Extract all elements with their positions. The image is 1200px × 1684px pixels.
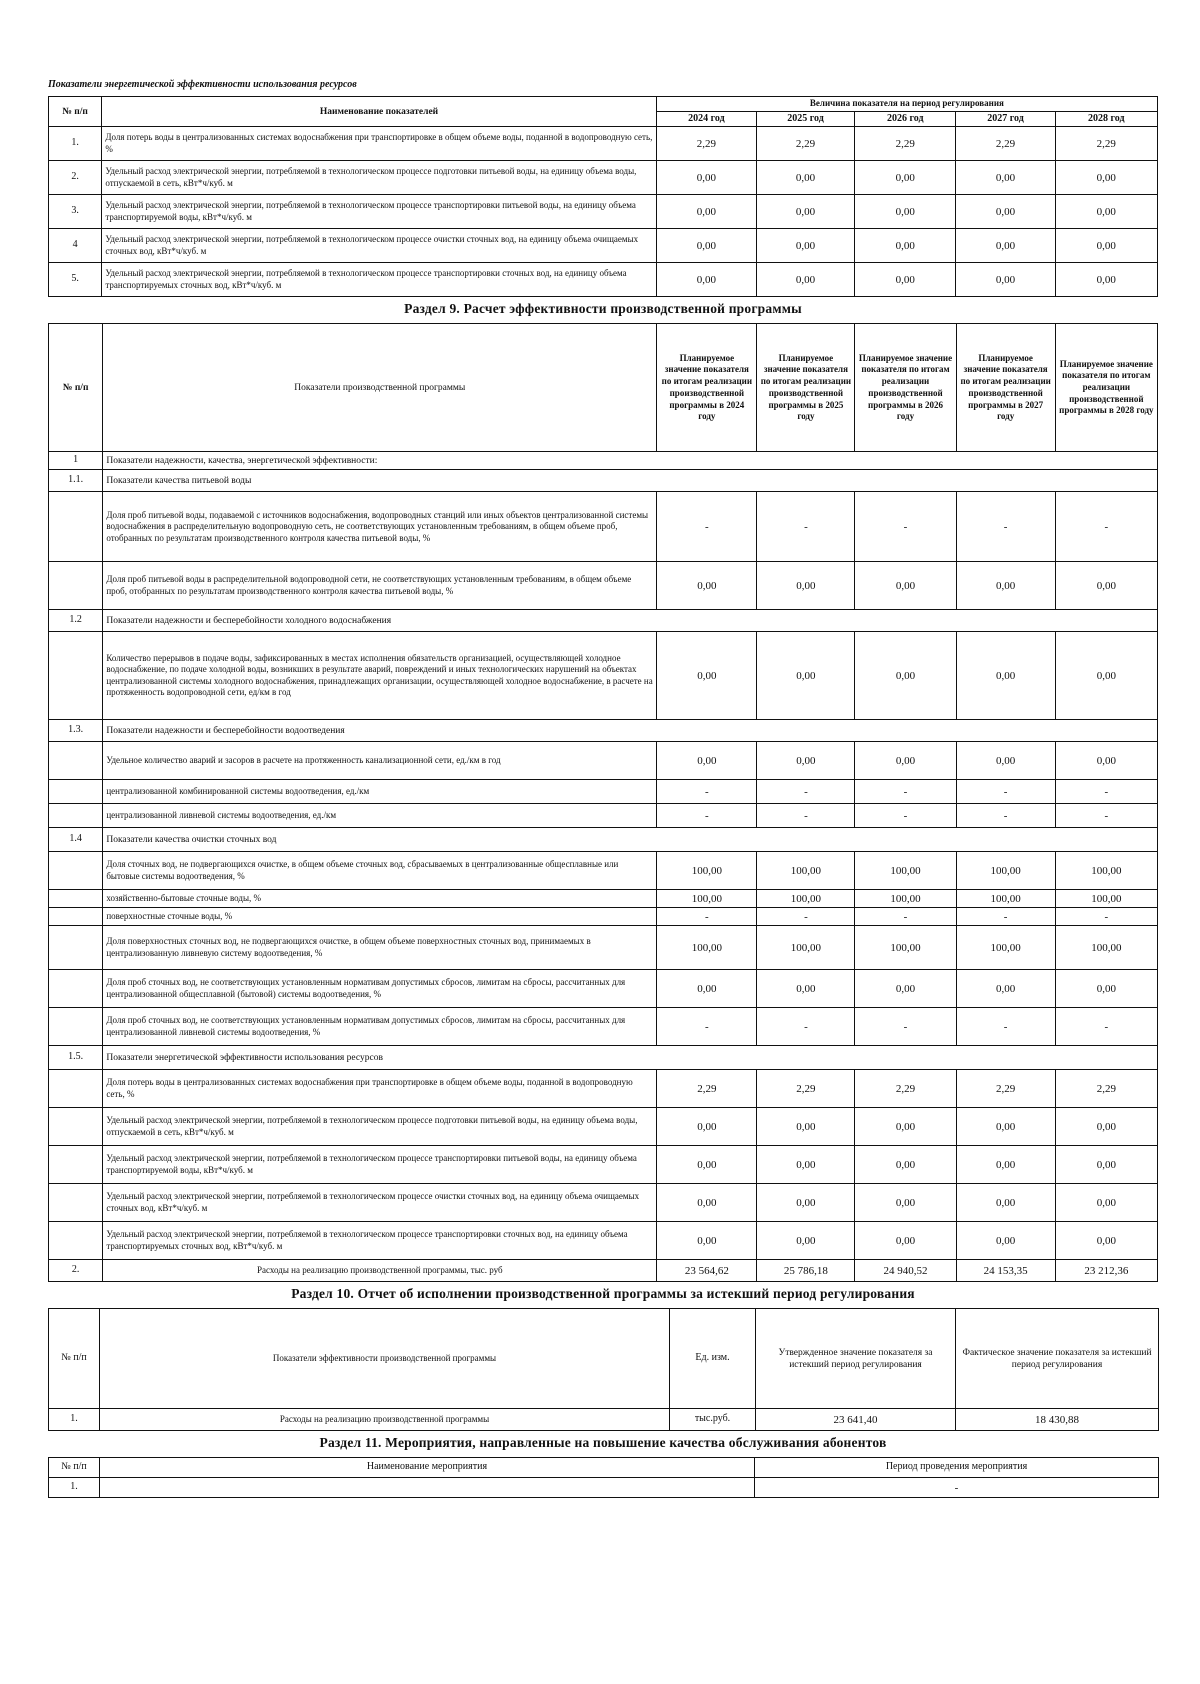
row-value: 0,00	[1055, 263, 1157, 297]
group-index: 1.3.	[49, 720, 103, 742]
table-row	[49, 127, 1158, 161]
table-row	[49, 1008, 1158, 1046]
row-name: хозяйственно-бытовые сточные воды, %	[103, 890, 657, 908]
row-value: 25 786,18	[757, 1260, 855, 1282]
row-value: 0,00	[855, 742, 956, 780]
row-value: 0,00	[956, 263, 1055, 297]
group-label: Показатели качества питьевой воды	[103, 470, 1158, 492]
row-value: 23 212,36	[1055, 1260, 1157, 1282]
row-value: 0,00	[956, 632, 1055, 720]
col-header-approved: Утвержденное значение показателя за истекший период регулирования	[756, 1309, 956, 1409]
row-index	[49, 1070, 103, 1108]
table-row	[49, 492, 1158, 562]
row-index: 1.	[49, 1409, 100, 1431]
group-row	[49, 452, 1158, 470]
row-value: -	[757, 492, 855, 562]
row-value: 0,00	[956, 229, 1055, 263]
table-row	[49, 263, 1158, 297]
row-value: -	[1055, 780, 1157, 804]
row-index	[49, 1108, 103, 1146]
group-label: Показатели надежности, качества, энергетической эффективности:	[103, 452, 1158, 470]
row-index	[49, 492, 103, 562]
section11-table	[48, 1457, 1159, 1498]
row-name: Удельный расход электрической энергии, потребляемой в технологическом процессе подготовки питьевой воды, на единицу объема воды, отпускаемой в сеть, кВт*ч/куб. м	[103, 1108, 657, 1146]
row-value: 0,00	[757, 1184, 855, 1222]
row-value: -	[757, 804, 855, 828]
row-value: 0,00	[956, 742, 1055, 780]
row-value: 0,00	[657, 562, 757, 610]
table-row	[49, 970, 1158, 1008]
row-name: Доля потерь воды в централизованных системах водоснабжения при транспортировке в общем объеме воды, поданной в водопроводную сеть, %	[103, 1070, 657, 1108]
row-name: Расходы на реализацию производственной программы	[100, 1409, 670, 1431]
row-value: 0,00	[855, 970, 956, 1008]
row-value: -	[657, 492, 757, 562]
table-row	[49, 1146, 1158, 1184]
row-value: 0,00	[855, 1222, 956, 1260]
table-row	[49, 852, 1158, 890]
row-value: 2,29	[1055, 127, 1157, 161]
energy-rows	[49, 127, 1158, 297]
section11-title: Раздел 11. Мероприятия, направленные на повышение качества обслуживания абонентов	[319, 1435, 887, 1451]
group-label: Показатели надежности и бесперебойности холодного водоснабжения	[103, 610, 1158, 632]
col-header-name: Наименование показателей	[102, 97, 656, 127]
row-index	[49, 970, 103, 1008]
group-index: 1.5.	[49, 1046, 103, 1070]
col-header-plan-2026: Планируемое значение показателя по итогам реализации производственной программы в 2026 году	[855, 324, 956, 452]
row-value: 0,00	[956, 1184, 1055, 1222]
row-index: 2.	[49, 161, 102, 195]
row-value: -	[757, 1008, 855, 1046]
table-row	[49, 632, 1158, 720]
row-name: Удельный расход электрической энергии, потребляемой в технологическом процессе очистки сточных вод, на единицу объема очищаемых сточных вод, кВт*ч/куб. м	[103, 1184, 657, 1222]
row-value: -	[956, 804, 1055, 828]
row-value: 0,00	[1055, 195, 1157, 229]
section9-table	[48, 323, 1158, 1282]
row-unit: тыс.руб.	[670, 1409, 756, 1431]
row-value: 24 940,52	[855, 1260, 956, 1282]
row-value: -	[757, 908, 855, 926]
row-name: Удельный расход электрической энергии, потребляемой в технологическом процессе транспортировки сточных вод, на единицу объема транспортируемых сточных вод, кВт*ч/куб. м	[103, 1222, 657, 1260]
row-name: централизованной комбинированной системы водоотведения, ед./км	[103, 780, 657, 804]
row-value: 100,00	[855, 890, 956, 908]
row-value: 2,29	[956, 1070, 1055, 1108]
group-row	[49, 720, 1158, 742]
table-row	[49, 780, 1158, 804]
group-row	[49, 720, 1158, 742]
table-row	[49, 1108, 1158, 1146]
col-header-plan-2028: Планируемое значение показателя по итогам реализации производственной программы в 2028 году	[1055, 324, 1157, 452]
row-value: -	[855, 908, 956, 926]
row-index	[49, 852, 103, 890]
col-header-year: 2024 год	[656, 111, 756, 127]
row-value: 0,00	[1055, 632, 1157, 720]
row-value: 0,00	[657, 742, 757, 780]
row-name: Удельный расход электрической энергии, потребляемой в технологическом процессе транспортировки сточных вод, на единицу объема транспортируемых сточных вод, кВт*ч/куб. м	[102, 263, 656, 297]
rows-13	[49, 742, 1158, 828]
row-name: Удельный расход электрической энергии, потребляемой в технологическом процессе подготовки питьевой воды, на единицу объема воды, отпускаемой в сеть, кВт*ч/куб. м	[102, 161, 656, 195]
row-value: 0,00	[1055, 562, 1157, 610]
row-index	[49, 1146, 103, 1184]
section9-title: Раздел 9. Расчет эффективности производственной программы	[404, 301, 802, 317]
row-value: 100,00	[956, 890, 1055, 908]
row-value: -	[1055, 492, 1157, 562]
row-value: -	[757, 780, 855, 804]
row-value: 2,29	[1055, 1070, 1157, 1108]
row-value: 0,00	[1055, 742, 1157, 780]
row-value: 0,00	[757, 263, 855, 297]
row-value: 0,00	[657, 1222, 757, 1260]
row-value: 0,00	[855, 263, 956, 297]
row-value: 0,00	[656, 263, 756, 297]
row-value: -	[657, 804, 757, 828]
group-row	[49, 610, 1158, 632]
row-value: 0,00	[1055, 1146, 1157, 1184]
row-name: Удельное количество аварий и засоров в расчете на протяженность канализационной сети, ед./км в год	[103, 742, 657, 780]
col-header-year: 2026 год	[855, 111, 956, 127]
group-label: Показатели качества очистки сточных вод	[103, 828, 1158, 852]
row-value: 0,00	[757, 970, 855, 1008]
row-index: 3.	[49, 195, 102, 229]
row-value: 0,00	[956, 1108, 1055, 1146]
row-value: 100,00	[657, 890, 757, 908]
row-index	[49, 804, 103, 828]
row-approved: 23 641,40	[756, 1409, 956, 1431]
row-value: 100,00	[956, 852, 1055, 890]
col-header-name: Наименование мероприятия	[100, 1458, 755, 1478]
row-value: 0,00	[956, 1146, 1055, 1184]
row-index	[49, 926, 103, 970]
row-value: 0,00	[656, 229, 756, 263]
row-index	[49, 562, 103, 610]
row-value: 0,00	[1055, 1222, 1157, 1260]
row-value: 100,00	[757, 852, 855, 890]
row-value: 0,00	[1055, 161, 1157, 195]
row-index	[49, 1008, 103, 1046]
row-value: 100,00	[855, 926, 956, 970]
row-name: Удельный расход электрической энергии, потребляемой в технологическом процессе очистки сточных вод, на единицу объема очищаемых сточных вод, кВт*ч/куб. м	[102, 229, 656, 263]
table-row	[49, 161, 1158, 195]
row-value: 100,00	[1055, 890, 1157, 908]
row-value: -	[956, 780, 1055, 804]
row-value: -	[657, 908, 757, 926]
row-value: 0,00	[855, 1108, 956, 1146]
row-value: 0,00	[956, 1222, 1055, 1260]
row-value: -	[657, 1008, 757, 1046]
row-value: 100,00	[956, 926, 1055, 970]
row-index	[49, 632, 103, 720]
group-row	[49, 828, 1158, 852]
row-name: Доля проб сточных вод, не соответствующих установленным нормативам допустимых сбросов, лимитам на сбросы, рассчитанных для централизованной общесплавной (бытовой) системы водоотведения, %	[103, 970, 657, 1008]
row-index: 1.	[49, 127, 102, 161]
group-row	[49, 470, 1158, 492]
col-header-year: 2025 год	[757, 111, 855, 127]
row-value: 0,00	[657, 1184, 757, 1222]
row-index	[49, 742, 103, 780]
row-name: централизованной ливневой системы водоотведения, ед./км	[103, 804, 657, 828]
row-value: 2,29	[855, 127, 956, 161]
row-value: 24 153,35	[956, 1260, 1055, 1282]
row-value: 100,00	[855, 852, 956, 890]
row-value: 0,00	[956, 195, 1055, 229]
row-value: 100,00	[657, 926, 757, 970]
row-value: 0,00	[656, 161, 756, 195]
table-row	[49, 562, 1158, 610]
col-header-index: № п/п	[49, 1309, 100, 1409]
row-value: 0,00	[855, 562, 956, 610]
table-row	[49, 1184, 1158, 1222]
col-header-group: Величина показателя на период регулирования	[656, 97, 1157, 112]
row-value: -	[956, 492, 1055, 562]
table-row	[49, 804, 1158, 828]
table-row	[49, 890, 1158, 908]
row-value: 0,00	[757, 1146, 855, 1184]
group-index: 1	[49, 452, 103, 470]
row-value: -	[855, 1008, 956, 1046]
row-name: Доля сточных вод, не подвергающихся очистке, в общем объеме сточных вод, сбрасываемых в централизованные общесплавные или бытовые системы водоотведения, %	[103, 852, 657, 890]
row-value: 0,00	[657, 1108, 757, 1146]
row-value: 100,00	[757, 926, 855, 970]
row-name: поверхностные сточные воды, %	[103, 908, 657, 926]
group-label: Показатели надежности и бесперебойности водоотведения	[103, 720, 1158, 742]
row-value: 0,00	[855, 229, 956, 263]
table-row	[49, 1260, 1158, 1282]
row-value: 0,00	[757, 1222, 855, 1260]
row-value: 0,00	[757, 195, 855, 229]
document-page	[48, 78, 1158, 1498]
col-header-plan-2027: Планируемое значение показателя по итогам реализации производственной программы в 2027 году	[956, 324, 1055, 452]
row-value: -	[1055, 1008, 1157, 1046]
row-value: 100,00	[1055, 926, 1157, 970]
row-value: 0,00	[657, 1146, 757, 1184]
col-header-year: 2028 год	[1055, 111, 1157, 127]
row-index	[49, 1222, 103, 1260]
col-header-plan-2024: Планируемое значение показателя по итогам реализации производственной программы в 2024 году	[657, 324, 757, 452]
col-header-plan-2025: Планируемое значение показателя по итогам реализации производственной программы в 2025 году	[757, 324, 855, 452]
row-value: 2,29	[657, 1070, 757, 1108]
row-name: Доля проб питьевой воды в распределительной водопроводной сети, не соответствующих установленным требованиям, в общем объеме проб, отобранных по результатам производственного контроля качества питьевой воды, %	[103, 562, 657, 610]
col-header-index: № п/п	[49, 97, 102, 127]
row-value: -	[956, 908, 1055, 926]
table-row	[49, 1070, 1158, 1108]
row-value: 0,00	[855, 1146, 956, 1184]
row-value: -	[855, 780, 956, 804]
col-header-index: № п/п	[49, 324, 103, 452]
row-value: 0,00	[1055, 229, 1157, 263]
row-index	[49, 908, 103, 926]
col-header-period: Период проведения мероприятия	[755, 1458, 1159, 1478]
row-value: 0,00	[757, 229, 855, 263]
table-row	[49, 1222, 1158, 1260]
row-index	[49, 890, 103, 908]
row-index: 5.	[49, 263, 102, 297]
row-value: 0,00	[956, 161, 1055, 195]
table-row	[49, 908, 1158, 926]
group-row	[49, 452, 1158, 470]
table-row	[49, 1409, 1159, 1431]
row-value: 2,29	[757, 1070, 855, 1108]
row-value: 0,00	[657, 632, 757, 720]
row-value: 100,00	[1055, 852, 1157, 890]
row-name: Количество перерывов в подаче воды, зафиксированных в местах исполнения обязательств организацией, осуществляющей холодное водоснабжение, по подаче холодной воды, возникших в результате аварий, повреждений и иных технологических нарушений на объектах централизованной системы холодного водоснабжения, принадлежащих организации, осуществляющей холодное водоснабжение, в расчете на протяженность водопроводной сети, ед/км в год	[103, 632, 657, 720]
table-row	[49, 1478, 1159, 1498]
row-value: -	[657, 780, 757, 804]
row-period: -	[755, 1478, 1159, 1498]
row-2	[49, 1260, 1158, 1282]
row-index	[49, 780, 103, 804]
row-value: 23 564,62	[657, 1260, 757, 1282]
col-header-unit: Ед. изм.	[670, 1309, 756, 1409]
group-label: Показатели энергетической эффективности использования ресурсов	[103, 1046, 1158, 1070]
row-value: 2,29	[757, 127, 855, 161]
row-value: 0,00	[757, 742, 855, 780]
row-value: -	[855, 804, 956, 828]
table-row	[49, 229, 1158, 263]
row-value: -	[855, 492, 956, 562]
row-value: 2,29	[656, 127, 756, 161]
row-index: 1.	[49, 1478, 100, 1498]
row-value: 0,00	[757, 1108, 855, 1146]
col-header-year: 2027 год	[956, 111, 1055, 127]
col-header-index: № п/п	[49, 1458, 100, 1478]
group-index: 1.1.	[49, 470, 103, 492]
row-value: 0,00	[956, 970, 1055, 1008]
row-value: 2,29	[855, 1070, 956, 1108]
row-value: 0,00	[855, 195, 956, 229]
group-row	[49, 1046, 1158, 1070]
row-value: 0,00	[956, 562, 1055, 610]
row-name: Расходы на реализацию производственной программы, тыс. руб	[103, 1260, 657, 1282]
energy-table-caption: Показатели энергетической эффективности использования ресурсов	[48, 79, 357, 90]
group-row	[49, 828, 1158, 852]
row-index: 2.	[49, 1260, 103, 1282]
row-name: Удельный расход электрической энергии, потребляемой в технологическом процессе транспортировки питьевой воды, на единицу объема транспортируемой воды, кВт*ч/куб. м	[102, 195, 656, 229]
section10-table	[48, 1308, 1159, 1431]
col-header-actual: Фактическое значение показателя за истекший период регулирования	[956, 1309, 1159, 1409]
row-name: Доля проб сточных вод, не соответствующих установленным нормативам допустимых сбросов, лимитам на сбросы, рассчитанных для централизованной ливневой системы водоотведения, %	[103, 1008, 657, 1046]
row-value: 0,00	[1055, 1184, 1157, 1222]
row-value: 0,00	[757, 161, 855, 195]
row-name: Доля потерь воды в централизованных системах водоснабжения при транспортировке в общем объеме воды, поданной в водопроводную сеть, %	[102, 127, 656, 161]
row-value: -	[1055, 804, 1157, 828]
row-value: 0,00	[757, 632, 855, 720]
row-value: 0,00	[657, 970, 757, 1008]
row-value: 0,00	[855, 1184, 956, 1222]
group-index: 1.2	[49, 610, 103, 632]
group-row	[49, 470, 1158, 492]
rows-12	[49, 632, 1158, 720]
table-row	[49, 926, 1158, 970]
row-value: 0,00	[855, 161, 956, 195]
rows-11	[49, 492, 1158, 610]
table-row	[49, 195, 1158, 229]
row-value: -	[956, 1008, 1055, 1046]
row-value: 0,00	[1055, 970, 1157, 1008]
row-value: 0,00	[757, 562, 855, 610]
rows-15	[49, 1070, 1158, 1260]
row-name: Доля проб питьевой воды, подаваемой с источников водоснабжения, водопроводных станций или иных объектов централизованной системы водоснабжения в распределительную водопроводную сеть, не соответствующих установленным требованиям, в общем объеме проб, отобранных по результатам производственного контроля качества питьевой воды, %	[103, 492, 657, 562]
row-actual: 18 430,88	[956, 1409, 1159, 1431]
row-name: Доля поверхностных сточных вод, не подвергающихся очистке, в общем объеме поверхностных сточных вод, принимаемых в централизованную ливневую систему водоотведения, %	[103, 926, 657, 970]
row-value: 0,00	[1055, 1108, 1157, 1146]
rows-14	[49, 852, 1158, 1046]
row-index	[49, 1184, 103, 1222]
row-value: 0,00	[656, 195, 756, 229]
col-header-name: Показатели производственной программы	[103, 324, 657, 452]
row-name: Удельный расход электрической энергии, потребляемой в технологическом процессе транспортировки питьевой воды, на единицу объема транспортируемой воды, кВт*ч/куб. м	[103, 1146, 657, 1184]
row-value: 100,00	[657, 852, 757, 890]
row-name	[100, 1478, 755, 1498]
group-row	[49, 1046, 1158, 1070]
row-value: -	[1055, 908, 1157, 926]
row-value: 100,00	[757, 890, 855, 908]
group-index: 1.4	[49, 828, 103, 852]
col-header-name: Показатели эффективности производственной программы	[100, 1309, 670, 1409]
row-index: 4	[49, 229, 102, 263]
section10-title: Раздел 10. Отчет об исполнении производственной программы за истекший период регулирования	[291, 1286, 915, 1302]
table-row	[49, 742, 1158, 780]
row-value: 2,29	[956, 127, 1055, 161]
group-row	[49, 610, 1158, 632]
energy-efficiency-table	[48, 96, 1158, 297]
row-value: 0,00	[855, 632, 956, 720]
